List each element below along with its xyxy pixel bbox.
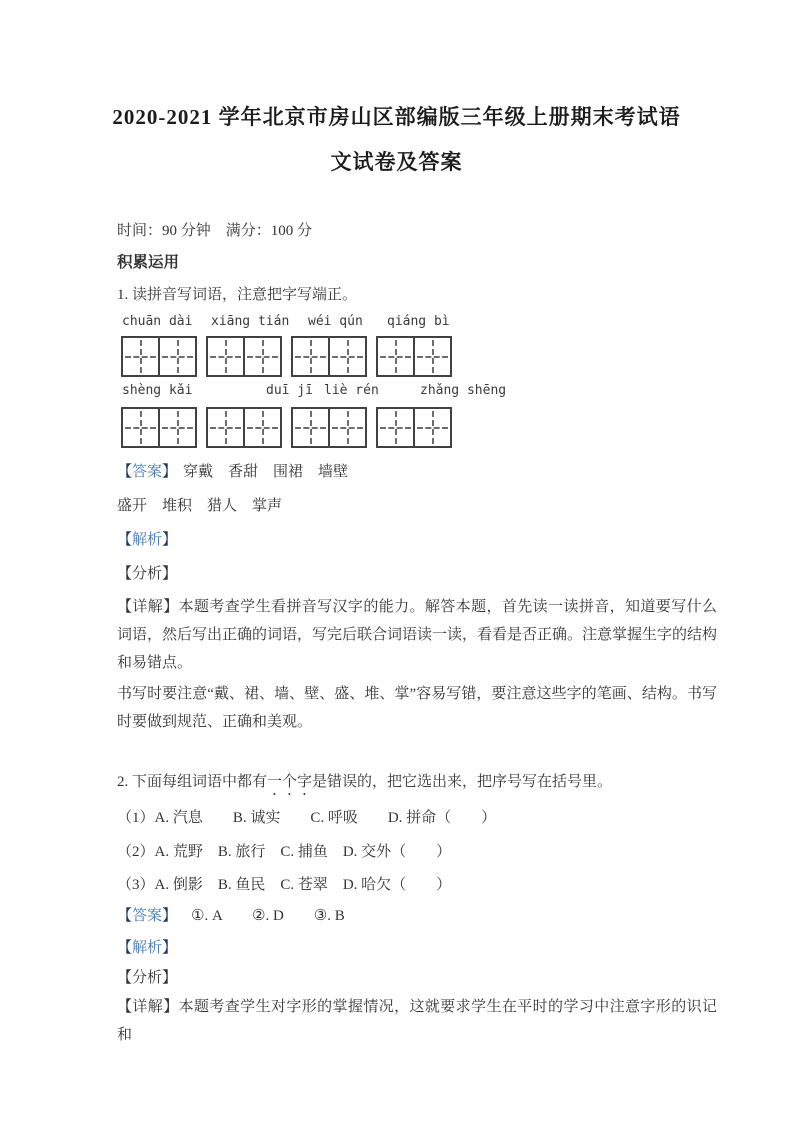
bracket-close: 】 <box>162 566 178 582</box>
q2-option-3: （3）A. 倒影 B. 鱼民 C. 苍翠 D. 哈欠（ ） <box>117 877 452 893</box>
pinyin-label: qiáng bì <box>387 314 450 329</box>
writing-grid <box>121 407 197 448</box>
bracket-open: 【 <box>117 464 133 480</box>
pinyin-label: liè rén <box>324 383 379 398</box>
fenxi-tag-label: 分析 <box>132 566 163 582</box>
writing-cell <box>158 338 195 375</box>
writing-grid <box>121 336 197 377</box>
answer-tag <box>117 464 177 480</box>
writing-cell <box>413 409 450 446</box>
bracket-open: 【 <box>117 566 133 582</box>
q2-detail-paragraph <box>117 993 717 1049</box>
question-2-stem <box>117 767 717 799</box>
writing-cell <box>328 338 365 375</box>
writing-grid <box>291 336 367 377</box>
writing-grid <box>206 336 282 377</box>
q2-stem-post: 是错误的，把它选出来，把序号写在括号里。 <box>312 774 613 790</box>
q1-jiexi-line <box>117 525 717 555</box>
q1-answer-line <box>117 457 717 487</box>
q2-jiexi-line <box>117 933 717 963</box>
pinyin-row-2 <box>117 383 717 405</box>
q2-answer-values: ①. A ②. D ③. B <box>191 908 345 924</box>
exam-body <box>117 185 717 1049</box>
jiexi-tag-label: 解析 <box>132 532 163 548</box>
q1-fenxi-line <box>117 559 717 589</box>
writing-grid <box>376 336 452 377</box>
q2-stem-emphasis: 一个字 <box>267 774 313 790</box>
q2-detail-text: 本题考查学生对字形的掌握情况，这就要求学生在平时的学习中注意字形的识记和 <box>117 999 717 1043</box>
writing-cell <box>243 409 280 446</box>
q1-detail-text: 本题考查学生看拼音写汉字的能力。解答本题，首先读一读拼音，知道要写什么词语，然后写出正确的词语，写完后联合词语读一读，看看是否正确。注意掌握生字的结构和易错点。 <box>117 599 718 671</box>
writing-cell <box>378 409 413 446</box>
q2-fenxi-line <box>117 963 717 993</box>
fenxi-tag <box>117 566 177 582</box>
q2-answer-line <box>117 901 717 931</box>
fenxi-tag <box>117 970 177 986</box>
writing-grid-row-1 <box>121 336 717 377</box>
fenxi-tag-label: 分析 <box>132 970 163 986</box>
pinyin-row-1 <box>117 314 717 336</box>
exam-meta: 时间：90 分钟 满分：100 分 <box>117 223 313 239</box>
xiangjie-tag-label: 详解 <box>132 599 164 615</box>
q2-option-2: （2）A. 荒野 B. 旅行 C. 捕鱼 D. 交外（ ） <box>117 844 452 860</box>
q2-stem-pre: 2. 下面每组词语中都有 <box>117 774 268 790</box>
pinyin-label: zhǎng shēng <box>420 383 507 398</box>
bracket-open: 【 <box>117 908 133 924</box>
q1-detail-paragraph-2: 书写时要注意“戴、裙、墙、壁、盛、堆、掌”容易写错，要注意这些字的笔画、结构。书写时要做到规范、正确和美观。 <box>117 686 717 730</box>
writing-cell <box>243 338 280 375</box>
exam-title <box>0 0 793 185</box>
writing-grid <box>376 407 452 448</box>
bracket-open: 【 <box>117 940 133 956</box>
xiangjie-tag <box>117 999 179 1015</box>
pinyin-label: duī jī <box>266 383 313 398</box>
jiexi-tag-label: 解析 <box>132 940 163 956</box>
writing-cell <box>123 409 158 446</box>
bracket-open: 【 <box>117 999 133 1015</box>
bracket-open: 【 <box>117 532 133 548</box>
bracket-close: 】 <box>163 599 179 615</box>
writing-cell <box>123 338 158 375</box>
writing-cell <box>293 409 328 446</box>
pinyin-label: wéi qún <box>308 314 363 329</box>
bracket-close: 】 <box>162 908 178 924</box>
writing-grid-row-2 <box>121 407 717 448</box>
jiexi-tag <box>117 940 177 956</box>
bracket-close: 】 <box>162 940 178 956</box>
bracket-open: 【 <box>117 970 133 986</box>
exam-title-line2: 文试卷及答案 <box>330 150 463 174</box>
writing-cell <box>208 338 243 375</box>
writing-grid <box>291 407 367 448</box>
writing-cell <box>378 338 413 375</box>
pinyin-label: shèng kǎi <box>122 383 193 398</box>
exam-title-line1: 2020-2021 学年北京市房山区部编版三年级上册期末考试语 <box>112 105 681 129</box>
bracket-close: 】 <box>162 464 178 480</box>
writing-cell <box>293 338 328 375</box>
writing-cell <box>158 409 195 446</box>
bracket-close: 】 <box>163 999 179 1015</box>
xiangjie-tag-label: 详解 <box>132 999 164 1015</box>
q2-option-1: （1）A. 汽息 B. 诚实 C. 呼吸 D. 拼命（ ） <box>117 810 497 826</box>
answer-tag-label: 答案 <box>132 464 163 480</box>
writing-cell <box>328 409 365 446</box>
writing-grid <box>206 407 282 448</box>
section-heading: 积累运用 <box>117 254 180 271</box>
bracket-open: 【 <box>117 599 133 615</box>
answer-tag-label: 答案 <box>132 908 163 924</box>
xiangjie-tag <box>117 599 179 615</box>
bracket-close: 】 <box>162 970 178 986</box>
writing-cell <box>208 409 243 446</box>
q1-detail-paragraph <box>117 593 717 677</box>
pinyin-label: xiāng tián <box>211 314 290 329</box>
writing-cell <box>413 338 450 375</box>
jiexi-tag <box>117 532 177 548</box>
answer-tag <box>117 908 177 924</box>
q1-answer-words-1: 穿戴 香甜 围裙 墙壁 <box>183 464 349 480</box>
pinyin-label: chuān dài <box>122 314 193 329</box>
q1-answer-words-2: 盛开 堆积 猎人 掌声 <box>117 498 283 514</box>
question-1-stem: 1. 读拼音写词语，注意把字写端正。 <box>117 287 358 303</box>
bracket-close: 】 <box>162 532 178 548</box>
